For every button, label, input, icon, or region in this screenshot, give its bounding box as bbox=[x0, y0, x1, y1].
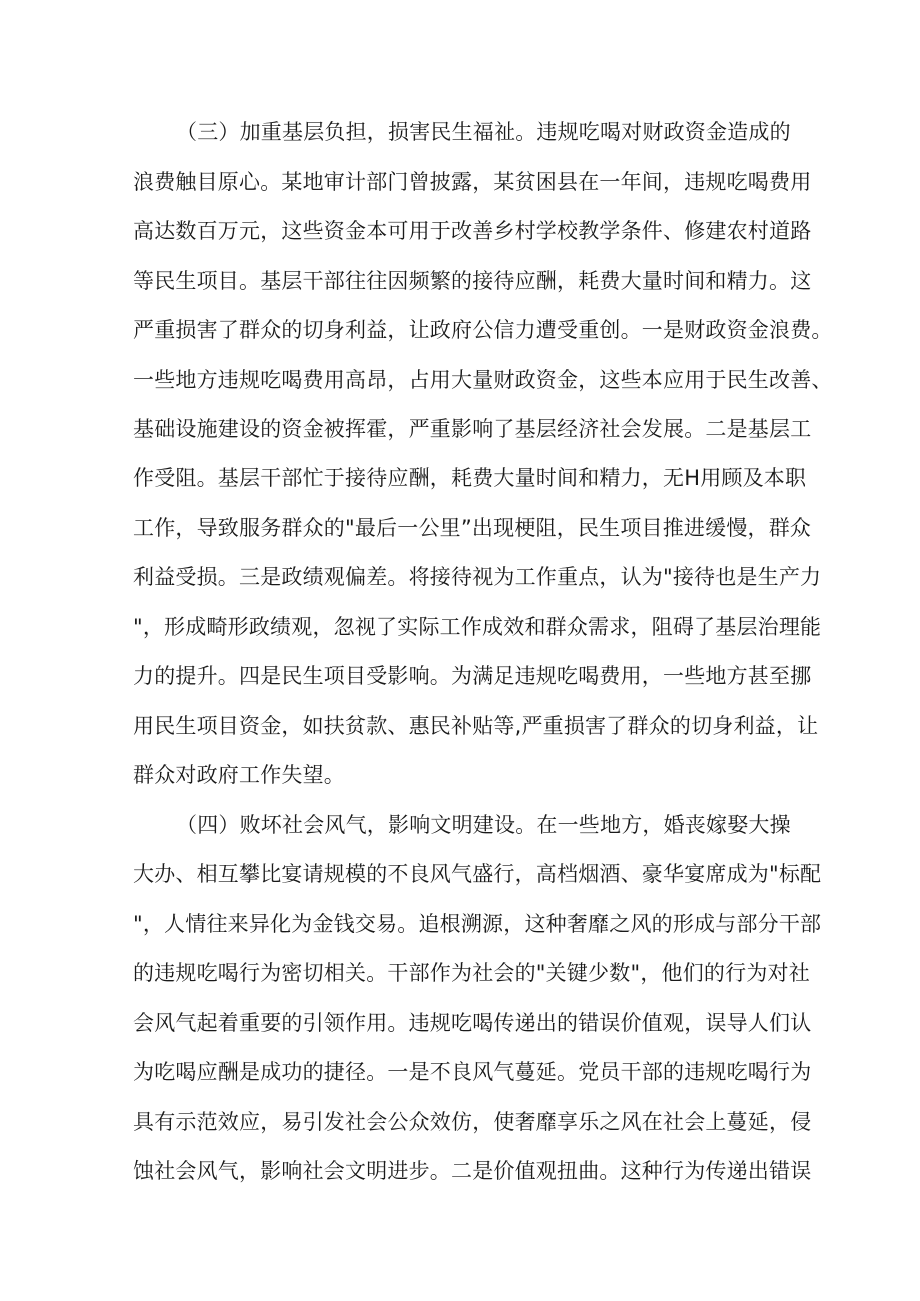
text-line: （三）加重基层负担，损害民生福祉。违规吃喝对财政资金造成的 bbox=[176, 120, 791, 144]
text-line: 会风气起着重要的引领作用。违规吃喝传递出的错误价值观，误导人们认 bbox=[133, 1011, 812, 1035]
text-line: 用民生项目资金，如扶贫款、惠民补贴等,严重损害了群众的切身利益，让 bbox=[133, 714, 819, 738]
text-line: 高达数百万元，这些资金本可用于改善乡村学校教学条件、修建农村道路 bbox=[133, 219, 812, 243]
text-line: "，人情往来异化为金钱交易。追根溯源，这种奢靡之风的形成与部分干部 bbox=[133, 912, 822, 936]
text-line: 作受阻。基层干部忙于接待应酬，耗费大量时间和精力，无H用顾及本职 bbox=[133, 466, 807, 490]
text-line: 工作，导致服务群众的"最后一公里”出现梗阻，民生项目推进缓慢，群众 bbox=[133, 516, 812, 540]
text-line: 群众对政府工作失望。 bbox=[133, 763, 345, 787]
text-line: 利益受损。三是政绩观偏差。将接待视为工作重点，认为"接待也是生产力 bbox=[133, 565, 822, 589]
text-line: 力的提升。四是民生项目受影响。为满足违规吃喝费用，一些地方甚至挪 bbox=[133, 664, 812, 688]
text-line: 为吃喝应酬是成功的捷径。一是不良风气蔓延。党员干部的违规吃喝行为 bbox=[133, 1060, 812, 1084]
text-line: "，形成畸形政绩观，忽视了实际工作成效和群众需求，阻碍了基层治理能 bbox=[133, 615, 822, 639]
text-line: 浪费触目原心。某地审计部门曾披露，某贫困县在一年间，违规吃喝费用 bbox=[133, 170, 812, 194]
text-line: （四）败坏社会风气，影响文明建设。在一些地方，婚丧嫁娶大操 bbox=[176, 813, 791, 837]
text-line: 基础设施建设的资金被挥霍，严重影响了基层经济社会发展。二是基层工 bbox=[133, 417, 812, 441]
text-line: 蚀社会风气，影响社会文明进步。二是价值观扭曲。这种行为传递出错误 bbox=[133, 1159, 812, 1183]
text-line: 具有示范效应，易引发社会公众效仿，使奢靡享乐之风在社会上蔓延，侵 bbox=[133, 1110, 812, 1134]
text-line: 一些地方违规吃喝费用高昂，占用大量财政资金，这些本应用于民生改善、 bbox=[133, 368, 833, 392]
text-line: 大办、相互攀比宴请规模的不良风气盛行，高档烟酒、豪华宴席成为"标配 bbox=[133, 862, 822, 886]
text-line: 严重损害了群众的切身利益，让政府公信力遭受重创。一是财政资金浪费。 bbox=[133, 318, 833, 342]
text-line: 等民生项目。基层干部往往因频繁的接待应酬，耗费大量时间和精力。这 bbox=[133, 269, 812, 293]
text-line: 的违规吃喝行为密切相关。干部作为社会的"关键少数"，他们的行为对社 bbox=[133, 961, 810, 985]
